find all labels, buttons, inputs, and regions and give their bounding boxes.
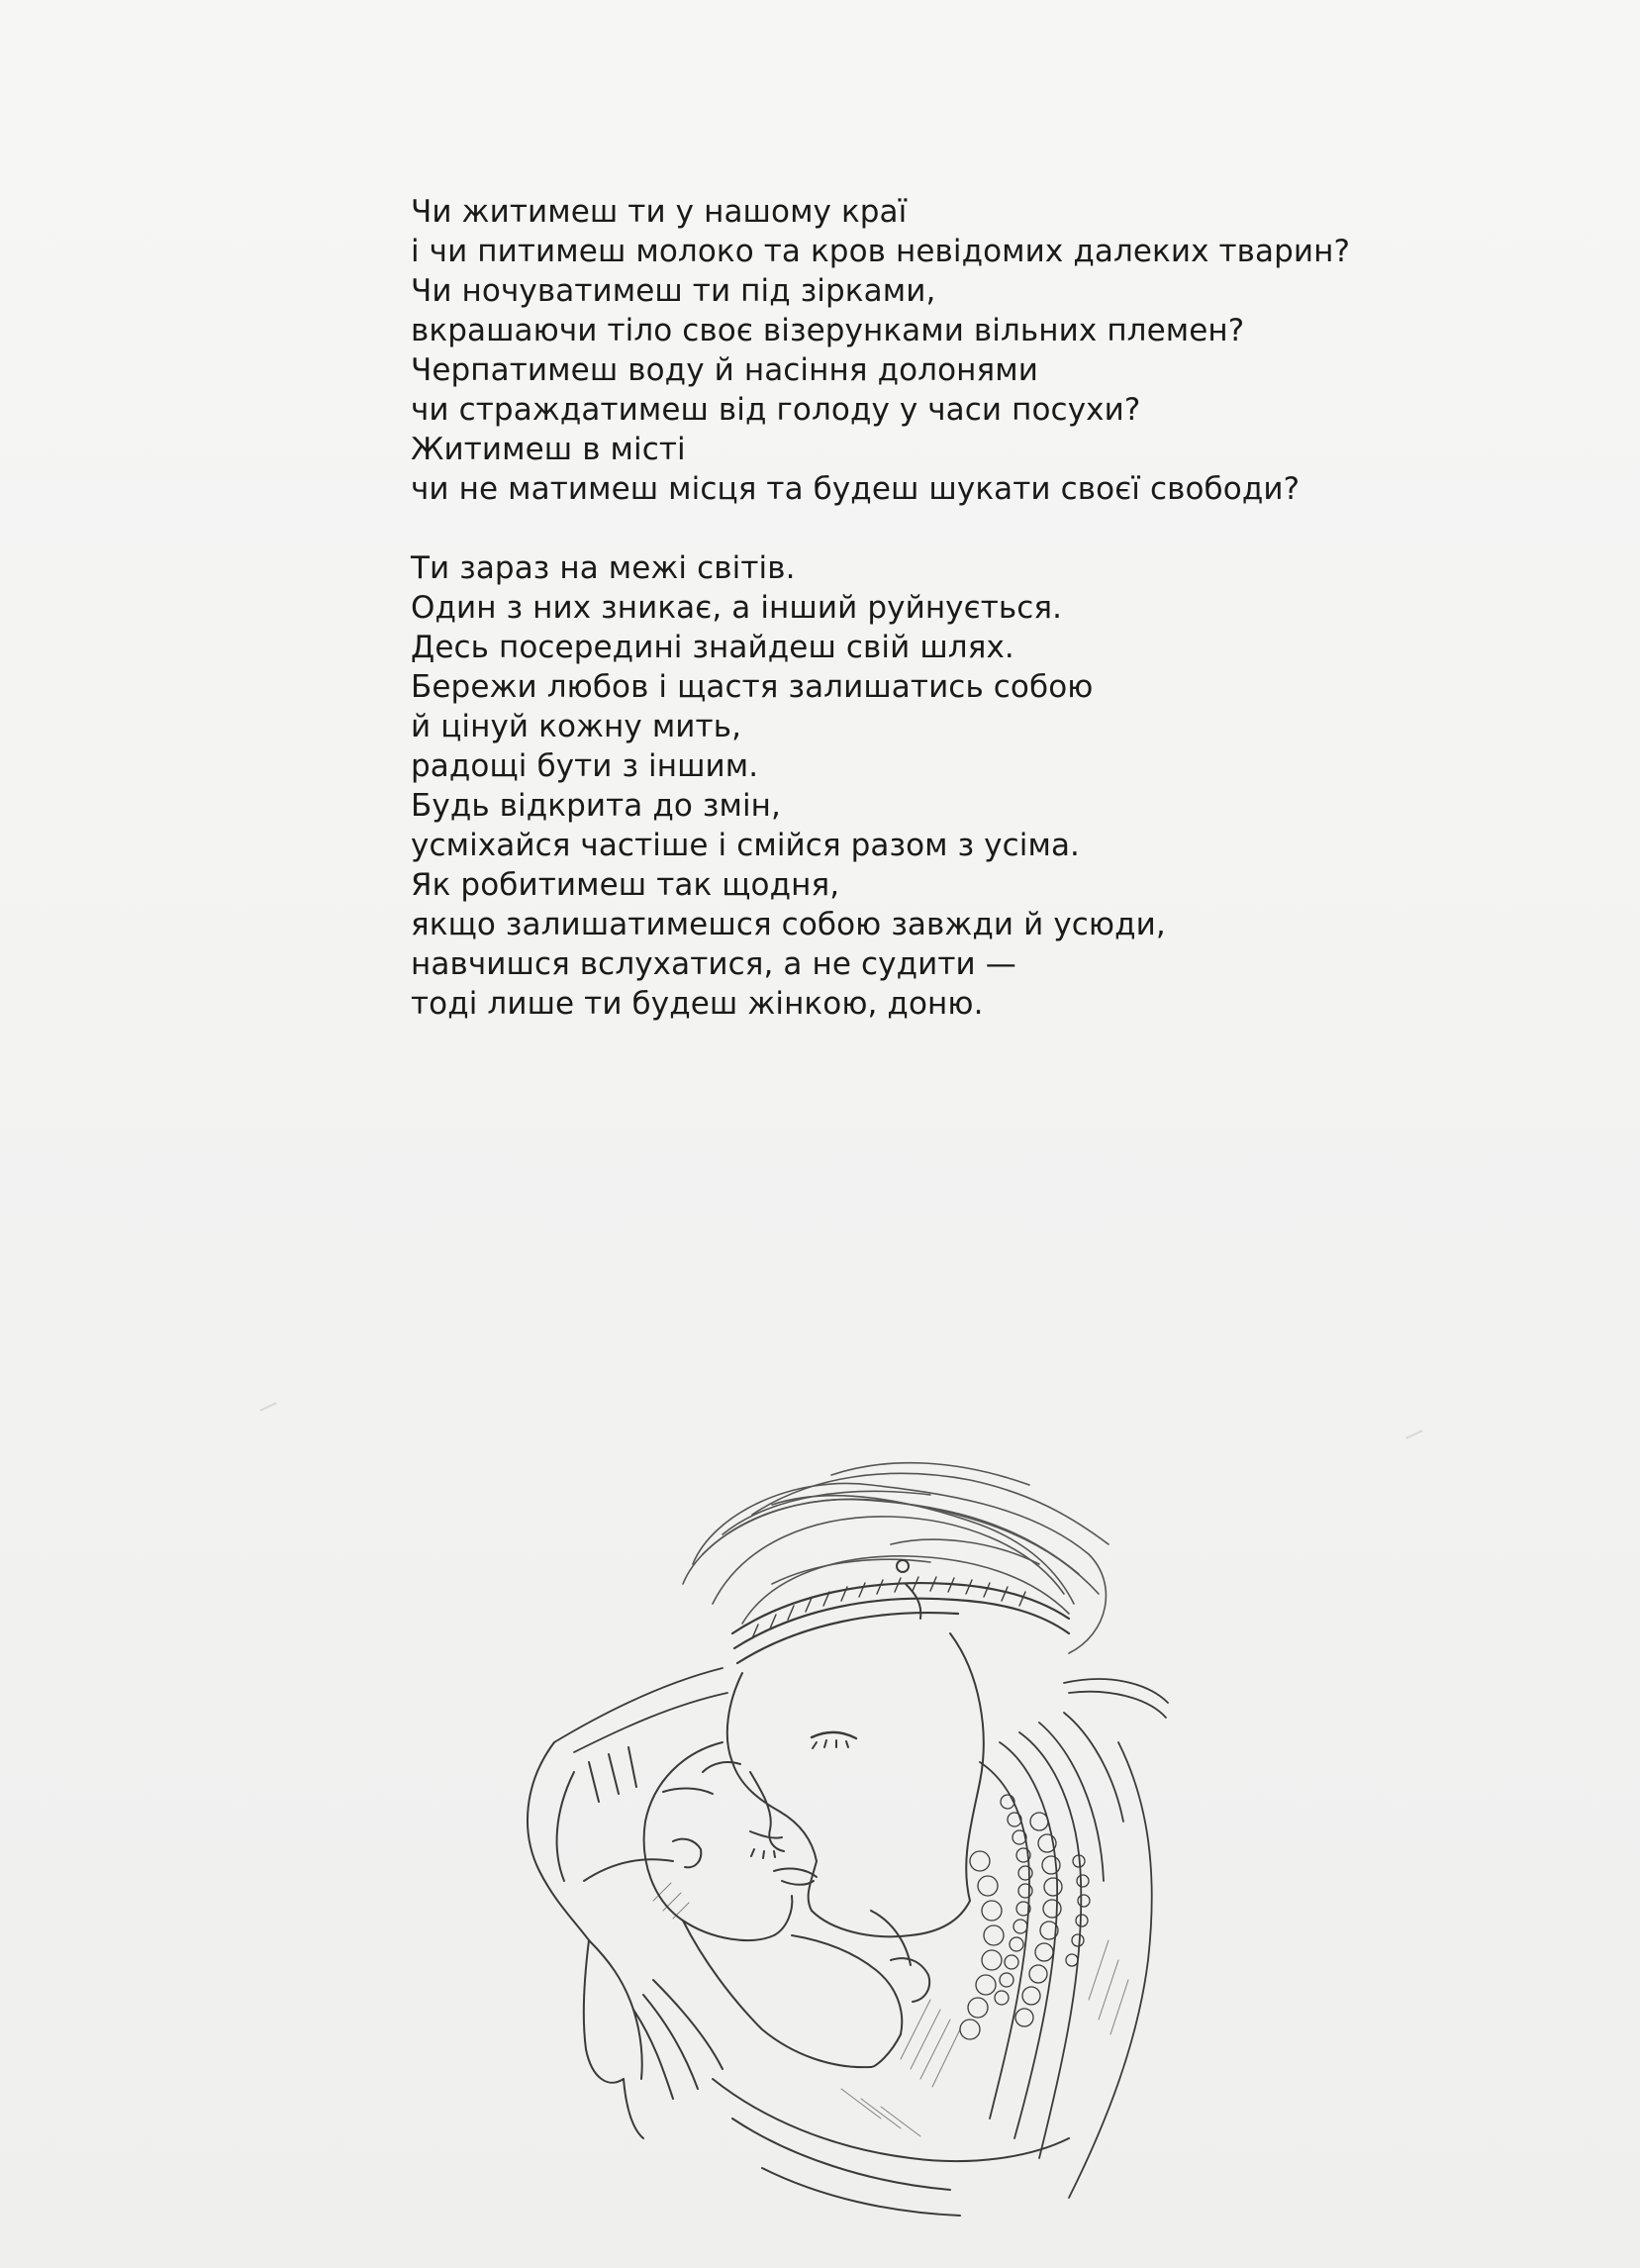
poem-line: Десь посередині знайдеш свій шлях.	[411, 630, 1014, 665]
poem-line: Бережи любов і щастя залишатись собою	[411, 669, 1094, 705]
poem-line: тоді лише ти будеш жінкою, доню.	[411, 986, 984, 1022]
poem-line: радощі бути з іншим.	[411, 748, 759, 784]
poem-line: чи не матимеш місця та будеш шукати своєї свободи?	[411, 471, 1301, 507]
poem-line: навчишся вслухатися, а не судити —	[411, 946, 1016, 982]
poem-line: вкрашаючи тіло своє візерунками вільних племен?	[411, 313, 1245, 348]
poem-line: і чи питимеш молоко та кров невідомих далеких тварин?	[411, 234, 1351, 269]
poem-line: Як робитимеш так щодня,	[411, 867, 840, 903]
poem-line: Один з них зникає, а інший руйнується.	[411, 590, 1063, 626]
poem-line: якщо залишатимешся собою завжди й усюди,	[411, 907, 1166, 942]
poem-stanza-1	[411, 192, 1400, 509]
poem-line: й цінуй кожну мить,	[411, 709, 742, 744]
poem-line: Ти зараз на межі світів.	[411, 550, 796, 586]
poem-line: усміхайся частіше і смійся разом з усіма.	[411, 828, 1080, 863]
poem-line: Черпатимеш воду й насіння долонями	[411, 352, 1039, 388]
paper-smudge	[1405, 1430, 1422, 1438]
mother-and-child-sketch-icon	[515, 1445, 1227, 2237]
poem-line: чи страждатимеш від голоду у часи посухи?	[411, 392, 1141, 428]
poem-line: Будь відкрита до змін,	[411, 788, 782, 824]
poem-stanza-2	[411, 548, 1400, 1024]
poem-line: Чи житимеш ти у нашому краї	[411, 194, 908, 230]
poem-line: Чи ночуватимеш ти під зірками,	[411, 273, 936, 309]
poem	[411, 192, 1400, 1024]
paper-smudge	[259, 1402, 276, 1411]
poem-line: Житимеш в місті	[411, 432, 686, 467]
